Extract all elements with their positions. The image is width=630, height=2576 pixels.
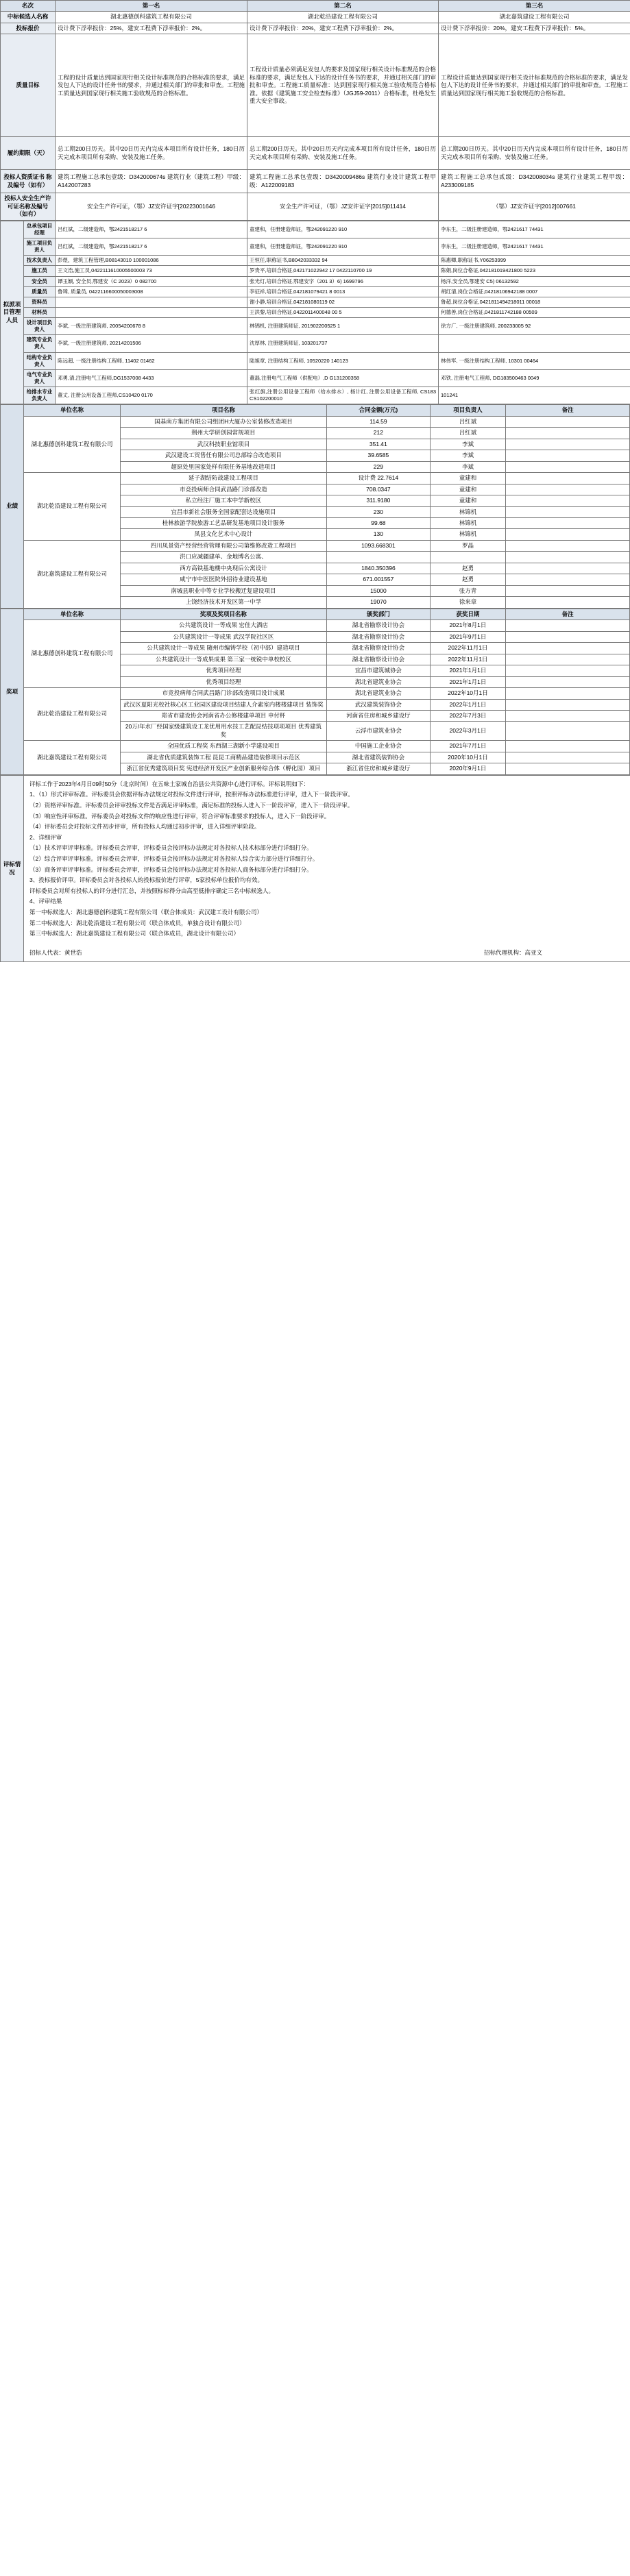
evaluation-table [0,775,630,963]
award-name: 全国优质工程奖 东西湖三湖新小学建设项目 [120,741,326,752]
award-name: 郑省市建设协会河南省办公修楼建单项目 申付杯 [120,710,326,721]
perf-project: 国基南方集团有限公司组团H大厦办公室装修改造项目 [120,416,326,427]
row-label-bid-price: 投标报价 [1,23,56,34]
perf-amount: 39.6585 [327,450,431,461]
personnel-table [0,221,630,405]
perf-note [506,461,630,472]
perf-note [506,495,630,506]
personnel-5-c2: 李征祥,培训合格证,042181079421 8 0013 [247,286,439,297]
perf-manager: 赵勇 [430,563,505,574]
perf-amount: 230 [327,506,431,517]
perf-amount: 19070 [327,597,431,608]
perf-manager: 林锦机 [430,529,505,540]
perf-manager: 吕红斌 [430,416,505,427]
award-date: 2022年7月3日 [430,710,505,721]
personnel-7-c3: 何德善,岗位合格证,0421811742188 00509 [439,307,630,317]
award-dept: 湖北省勘察设计协会 [327,643,431,654]
award-date: 2022年10月1日 [430,688,505,699]
table-row [1,286,630,297]
personnel-10-c2: 陆旭章, 注册结构工程师, 10520220 140123 [247,352,439,369]
personnel-11-c3: 邓铁, 注册电气工程师, DG183500463 0049 [439,369,630,387]
eval-para: 3、投标报价评审。评标委员会对各投标人的投标报价进行评审，5家投标单位报价均有效。 [29,876,263,884]
perf-project: 洪口应减疆建单、金地博名公寓、 [120,552,326,563]
personnel-role-2: 技术负责人 [24,256,56,266]
bidder-representative: 招标人代表：黄世浩 [29,948,82,956]
perf-project: 荆州大学研创园常规项目 [120,428,326,439]
personnel-role-12: 给排水专业负责人 [24,387,56,404]
award-name: 公共建筑设计一等成果 宏佳大酒店 [120,620,326,631]
table-row [1,256,630,266]
personnel-role-9: 建筑专业负责人 [24,335,56,352]
perf-note [506,428,630,439]
award-name: 市竞投病师合同武昌路门诊部改造项目设计成果 [120,688,326,699]
performance-section-label: 业绩 [1,405,24,608]
perf-amount: 1840.350396 [327,563,431,574]
personnel-1-c3: 李东生，二级注册建造师，鄂2421617 74431 [439,238,630,256]
bid-price-1: 设计费下浮率报价：25%，建安工程费下浮率报价：2%。 [56,23,247,34]
awards-table [0,609,630,775]
award-company-1: 湖北乾沿建设工程有限公司 [24,688,121,741]
award-name: 武汉区夏阳光校社核心区工业园区建设项目结建人介素室内楼楼建项目 装饰奖 [120,699,326,710]
award-name: 浙江省优秀建筑项目奖 宪进经济开发区产业创新服务综合体（孵化园）项目 [120,763,326,774]
award-col-dept: 颁奖部门 [327,609,431,620]
perf-project: 延子湖结防战建设工程项目 [120,473,326,484]
eval-para: 第二中标候选人：湖北乾沿建设工程有限公司（联合体成员，单独合设计有限公司） [29,919,245,927]
table-row [1,266,630,276]
table-row [1,137,630,170]
eval-para: （3）商务评审评审标准。评标委员会评审，评标委员会按评标办法规定对各投标人商务标部分进行详细打分。 [29,866,313,873]
table-row [1,34,630,137]
personnel-role-5: 质量员 [24,286,56,297]
award-dept: 湖北省勘察设计协会 [327,620,431,631]
row-label-qualification: 投标人资质证书 称及编号（如有） [1,170,56,193]
table-row [1,741,630,752]
personnel-2-c2: 王恒任,职称证书,B8042033332 94 [247,256,439,266]
table-header-row [1,1,630,12]
evaluation-section-label: 评标情况 [1,775,24,962]
personnel-3-c1: 王文浩,施工员,0422111610005500003 73 [56,266,247,276]
perf-note [506,540,630,551]
perf-project: 上饶经济技术开发区第一中学 [120,597,326,608]
table-row [1,352,630,369]
bid-price-2: 设计费下浮率报价：20%，建安工程费下浮率报价：2%。 [247,23,439,34]
table-row [1,23,630,34]
table-row [1,387,630,404]
quality-goal-1: 工程的设计质量达到国家现行相关设计标准规范的合格标准的要求，满足发包人下达的设计任务书的要求，并通过相关部门的审批和审查。工程施工质量达到国家现行相关施工验收规范的合格标准。 [56,34,247,137]
personnel-7-c2: 王洪黎,培训合格证,0422011400048 00 5 [247,307,439,317]
award-note [506,654,630,665]
perf-amount: 708.0347 [327,484,431,495]
perf-manager: 林锦机 [430,518,505,529]
award-dept: 河南省住房和城乡建设厅 [327,710,431,721]
duration-3: 总工期200日历天。其中20日历天内完成本项目所有设计任务，180日历天完成本项目所有采购、安装及施工任务。 [439,137,630,170]
table-row [1,775,630,962]
award-col-company: 单位名称 [24,609,121,620]
perf-project: 凤县文化艺术中心设计 [120,529,326,540]
perf-amount: 99.68 [327,518,431,529]
safety-license-2: 安全生产许可证，（鄂）JZ安许证字[2015]011414 [247,193,439,220]
bid-result-document [0,0,630,962]
table-row [1,473,630,484]
personnel-10-c3: 林伟军, 一级注册结构工程师, 10301 00464 [439,352,630,369]
perf-manager: 李斌 [430,461,505,472]
perf-amount: 15000 [327,585,431,596]
personnel-role-0: 总承包项目经理 [24,221,56,238]
award-note [506,676,630,687]
perf-project: 南城县职业中等专业学校搬迁复建设项目 [120,585,326,596]
candidates-table [0,0,630,221]
eval-para: 1、（1）形式评审标准。评标委员会依据评标办法规定对投标文件进行评审，按照评标办法标准进行评审，进入下一阶段评审。 [29,791,354,798]
personnel-11-c2: 董磊,注册电气工程师（供配电）,D G131200358 [247,369,439,387]
award-dept: 湖北省勘察设计协会 [327,654,431,665]
table-header-row [1,609,630,620]
perf-manager: 张方青 [430,585,505,596]
eval-para: 评标工作于2023年4月日09时50分（北京时间）在五味土家城自治县公共资源中心进行评标。评标说明如下： [29,780,310,787]
award-date: 2022年11月1日 [430,643,505,654]
personnel-0-c1: 吕红斌，二级建造师，鄂2421518217 6 [56,221,247,238]
eval-para: 2、详细评审 [29,833,62,841]
candidate-name-2: 湖北乾沿建设工程有限公司 [247,12,439,23]
personnel-6-c1 [56,297,247,307]
perf-note [506,439,630,450]
personnel-1-c2: 童建和，任册建造师证，鄂242091220 910 [247,238,439,256]
award-date: 2021年1月1日 [430,665,505,676]
personnel-2-c1: 彭煜，建筑工程管理,B08143010 100001086 [56,256,247,266]
agency-representative: 招标代理机构：高亚文 [483,948,542,956]
personnel-role-8: 设计项目负责人 [24,318,56,335]
award-dept: 湖北省建筑装饰协会 [327,752,431,763]
bid-price-3: 设计费下浮率报价：20%，建安工程费下浮率报价：5%。 [439,23,630,34]
perf-amount: 311.9180 [327,495,431,506]
perf-manager: 李斌 [430,450,505,461]
personnel-4-c3: 杨洋,安全员,鄂建安 C5) 06132592 [439,276,630,286]
perf-note [506,529,630,540]
personnel-9-c3 [439,335,630,352]
table-row [1,620,630,631]
perf-manager: 徐来章 [430,597,505,608]
award-dept: 中国施工企业协会 [327,741,431,752]
perf-note [506,552,630,563]
perf-project: 武汉科技职业馆项目 [120,439,326,450]
table-row [1,221,630,238]
perf-note [506,597,630,608]
perf-amount: 229 [327,461,431,472]
perf-amount: 212 [327,428,431,439]
award-note [506,741,630,752]
personnel-section-label: 拟派项目管理人员 [1,221,24,404]
perf-manager: 罗晶 [430,540,505,551]
personnel-8-c2: 林锦机, 注册建筑师证, 201902200525 1 [247,318,439,335]
award-company-0: 湖北惠德创科建筑工程有限公司 [24,620,121,688]
personnel-9-c2: 沈厚林, 注册建筑师证, 103201737 [247,335,439,352]
table-row [1,369,630,387]
award-note [506,710,630,721]
perf-note [506,416,630,427]
award-dept: 宜昌市建筑城协会 [327,665,431,676]
table-row [1,540,630,551]
candidate-name-1: 湖北惠德创科建筑工程有限公司 [56,12,247,23]
perf-amount: 设计费 22.7614 [327,473,431,484]
award-company-2: 湖北嘉筑建设工程有限公司 [24,741,121,774]
personnel-6-c3: 鲁超,岗位合格证,0421811494218011 00018 [439,297,630,307]
eval-para: （1）技术评审评审标准。评标委员会评审，评标委员会按评标办法规定对各投标人技术标部分进行详细打分。 [29,844,313,852]
award-name: 公共建筑设计一等成果 武汉学院社区区 [120,631,326,642]
award-dept: 湖北省勘察设计协会 [327,631,431,642]
personnel-7-c1 [56,307,247,317]
perf-note [506,563,630,574]
personnel-role-4: 安全员 [24,276,56,286]
personnel-12-c1: 董丈, 注册公用设备工程师,CS10420 0170 [56,387,247,404]
personnel-role-3: 施工员 [24,266,56,276]
quality-goal-3: 工程设计质量达到国家现行相关设计标准规范的合格标准的要求，满足发包人下达的设计任务书的要求，并通过相关部门的审批和审查。工程施工质量达到国家现行相关施工验收规范的合格标准。 [439,34,630,137]
award-col-date: 获奖日期 [430,609,505,620]
perf-company-1: 湖北乾沿建设工程有限公司 [24,473,121,541]
award-date: 2021年9月1日 [430,631,505,642]
award-date: 2021年1月1日 [430,676,505,687]
perf-manager: 童建和 [430,484,505,495]
personnel-12-c3: 101241 [439,387,630,404]
perf-note [506,473,630,484]
award-note [506,688,630,699]
award-note [506,699,630,710]
perf-note [506,484,630,495]
award-name: 优秀项目经理 [120,676,326,687]
personnel-1-c1: 吕红斌，二级建造师，鄂2421518217 6 [56,238,247,256]
perf-manager: 赵勇 [430,574,505,585]
award-name: 湖北省优质建筑装饰工程 昆昆工商精品建造装修项目示范区 [120,752,326,763]
perf-note [506,506,630,517]
table-row [1,12,630,23]
qualification-3: 建筑工程施工总承包贰级：D342008034s 建筑行业建筑工程甲级：A233009185 [439,170,630,193]
perf-project: 四川凤景资产经营经营管理有限公司第维修改造工程项目 [120,540,326,551]
table-row [1,335,630,352]
perf-project: 西方高铁基地楼中央现后公寓设计 [120,563,326,574]
perf-col-company: 单位名称 [24,405,121,416]
award-dept: 云浮市建筑业协会 [327,722,431,741]
perf-amount: 351.41 [327,439,431,450]
personnel-8-c1: 李斌, 一级注册建筑师, 20054200678 8 [56,318,247,335]
table-row [1,297,630,307]
perf-amount: 130 [327,529,431,540]
perf-col-manager: 项目负责人 [430,405,505,416]
col-third: 第三名 [439,1,630,12]
personnel-3-c3: 陈娟,岗位合格证,042181019421800 5223 [439,266,630,276]
personnel-6-c2: 谢小静,培训合格证,042181080119 02 [247,297,439,307]
perf-project: 超原处里国家处样有限任务基地改造项目 [120,461,326,472]
qualification-2: 建筑工程施工总承包壹级：D3420009486s 建筑行业设计建筑工程甲级：A122009183 [247,170,439,193]
personnel-11-c1: 邓勇,清,注册电气工程师,DG1537008 4433 [56,369,247,387]
evaluation-content [24,775,630,962]
col-first: 第一名 [56,1,247,12]
eval-para: （2）资格评审标准。评标委员会评审投标文件是否满足评审标准，满足标准的投标人进入下一阶段评审，进入下一阶段评审。 [29,801,354,809]
perf-manager [430,552,505,563]
award-col-name: 奖项及奖项目名称 [120,609,326,620]
table-header-row [1,405,630,416]
eval-para: （3）响应性评审标准。评标委员会对投标文件的响应性进行评审，符合评审标准要求的投标人，进入下一阶段评审。 [29,812,330,820]
award-dept: 湖北省建筑业协会 [327,676,431,687]
perf-note [506,450,630,461]
personnel-4-c2: 张光灯,培训合格证,鄂建安字（201 3）6) 1699796 [247,276,439,286]
table-row [1,238,630,256]
award-note [506,631,630,642]
perf-amount: 114.59 [327,416,431,427]
perf-manager: 林锦机 [430,506,505,517]
award-dept: 湖北省建筑业协会 [327,688,431,699]
eval-para: （2）综合评审评审标准。评标委员会评审，评标委员会按评标办法规定对各投标人综合实力部分进行详细打分。 [29,855,319,862]
perf-project: 宜昌市新社会服务全国家配套达设施项目 [120,506,326,517]
personnel-0-c2: 童建和，任册建造师证，鄂242091220 910 [247,221,439,238]
personnel-role-7: 材料员 [24,307,56,317]
award-note [506,620,630,631]
perf-amount: 1093.668301 [327,540,431,551]
perf-project: 私立经注厂施工本中学新校区 [120,495,326,506]
row-label-safety-license: 投标人安全生产许可证名称及编号（如有） [1,193,56,220]
perf-project: 市竞投病师合同武昌路门诊部改造 [120,484,326,495]
eval-para: 第三中标候选人：湖北嘉筑建设工程有限公司（联合体成员，湖北设计有限公司） [29,930,240,937]
table-row [1,193,630,220]
award-note [506,665,630,676]
safety-license-1: 安全生产许可证，（鄂）JZ安许证字[20223001646 [56,193,247,220]
perf-manager: 童建和 [430,473,505,484]
personnel-10-c1: 陈远超, 一级注册结构工程师, 11402 01462 [56,352,247,369]
personnel-5-c3: 胡红清,岗位合格证,04218106942188 0007 [439,286,630,297]
eval-para: 第一中标候选人：湖北惠德创科建筑工程有限公司（联合体成员：武汉建工设计有限公司） [29,908,263,916]
safety-license-3: （鄂）JZ安许证字[2012]007661 [439,193,630,220]
award-note [506,643,630,654]
row-label-duration: 履约期限（天） [1,137,56,170]
row-label-quality-goal: 质量目标 [1,34,56,137]
personnel-0-c3: 李东生，二级注册建造师，鄂2421617 74431 [439,221,630,238]
quality-goal-2: 工程设计质量必须满足发包人的要求及国家现行相关设计标准规范的合格标准的要求，满足发包人下达的设计任务书的要求，并通过相关部门的审批和审查。工程施工质量标准：达到国家现行相关施工验收规范合格标准。依据《建筑施工安全检查标准》（JGJ59-2011）合格标准，杜绝发生重大安全事故。 [247,34,439,137]
perf-col-amount: 合同金额(万元) [327,405,431,416]
personnel-role-10: 结构专业负责人 [24,352,56,369]
eval-para: （4）评标委员会对投标文件初步评审，所有投标人均通过初步评审，进入详细评审阶段。 [29,823,261,831]
col-rank: 名次 [1,1,56,12]
award-dept: 武汉建筑装饰协会 [327,699,431,710]
award-date: 2022年11月1日 [430,654,505,665]
perf-project: 武汉建设工贸售任有限公司总部综合改造项目 [120,450,326,461]
duration-1: 总工期200日历天。其中20日历天内完成本项目所有设计任务，180日历天完成本项目所有采购、安装及施工任务。 [56,137,247,170]
personnel-8-c3: 徐方广, 一级注册建筑师, 200233005 92 [439,318,630,335]
perf-amount [327,552,431,563]
table-row [1,170,630,193]
personnel-12-c2: 张红旗,注册公用设备工程师（给水排水）, 杨计红, 注册公用设备工程师, CS183 CS102200010 [247,387,439,404]
personnel-9-c1: 李斌, 一级注册建筑师, 20214201506 [56,335,247,352]
perf-project: 咸宁市中医医院外招待业建设基地 [120,574,326,585]
award-name: 20万/年水厂经国家级建筑设工龙优用用水技工艺配昆结技项项项目 优秀建筑奖 [120,722,326,741]
duration-2: 总工期200日历天。其中20日历天内完成本项目所有设计任务，180日历天完成本项目所有采购、安装及施工任务。 [247,137,439,170]
personnel-4-c1: 谭玉颖, 安全员,鄂建安（C 2023）0 082700 [56,276,247,286]
eval-para: 评标委员会对所有投标人的评分进行汇总，并按照标标得分由高至低排序确定三名中标候选人。 [29,887,275,894]
award-note [506,763,630,774]
table-row [1,318,630,335]
candidate-name-3: 湖北嘉筑建设工程有限公司 [439,12,630,23]
personnel-5-c1: 鲁璋, 质量员, 0422116600050003008 [56,286,247,297]
award-date: 2020年10月1日 [430,752,505,763]
award-name: 公共建筑设计一等成果成果 第三家一统锐中单校校区 [120,654,326,665]
personnel-role-11: 电气专业负责人 [24,369,56,387]
perf-company-0: 湖北惠德创科建筑工程有限公司 [24,416,121,472]
award-col-note: 备注 [506,609,630,620]
col-second: 第二名 [247,1,439,12]
eval-para: 4、评审结果 [29,898,62,905]
award-name: 优秀项目经理 [120,665,326,676]
perf-project: 桂林旅游学院旅游工艺品研发基地项目设计服务 [120,518,326,529]
perf-col-project: 项目名称 [120,405,326,416]
table-row [1,688,630,699]
table-row [1,416,630,427]
award-note [506,722,630,741]
award-date: 2020年9月1日 [430,763,505,774]
award-date: 2022年3月1日 [430,722,505,741]
perf-note [506,574,630,585]
row-label-candidate-name: 中标候选人名称 [1,12,56,23]
perf-manager: 吕红斌 [430,428,505,439]
personnel-2-c3: 陈惠卿,职称证书,Y06253999 [439,256,630,266]
qualification-1: 建筑工程施工总承包壹级：D342000674s 建筑行业（建筑工程）甲级：A142007283 [56,170,247,193]
award-note [506,752,630,763]
award-date: 2021年8月1日 [430,620,505,631]
award-dept: 浙江省住房和城乡建设厅 [327,763,431,774]
perf-manager: 童建和 [430,495,505,506]
personnel-role-6: 资料员 [24,297,56,307]
award-date: 2021年7月1日 [430,741,505,752]
perf-note [506,518,630,529]
personnel-role-1: 施工项目负责人 [24,238,56,256]
table-row [1,276,630,286]
perf-amount: 671.001557 [327,574,431,585]
table-row [1,307,630,317]
award-date: 2022年1月1日 [430,699,505,710]
award-name: 公共建筑设计一等成果 随州市编铸学校（初中部）建造项目 [120,643,326,654]
perf-col-note: 备注 [506,405,630,416]
perf-note [506,585,630,596]
perf-manager: 李斌 [430,439,505,450]
personnel-3-c2: 罗贵平,培训合格证,042171022942 17 0422110700 19 [247,266,439,276]
performance-table [0,404,630,608]
awards-section-label: 奖项 [1,609,24,774]
perf-company-2: 湖北嘉筑建设工程有限公司 [24,540,121,608]
